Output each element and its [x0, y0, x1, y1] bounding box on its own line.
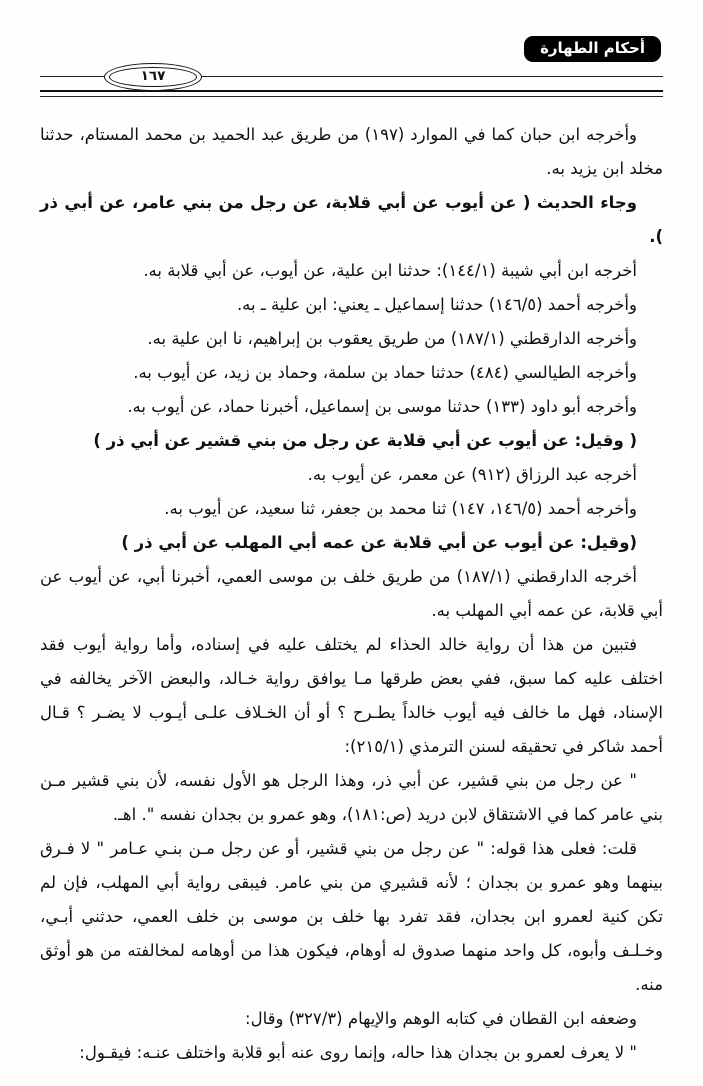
header-rule-thin-bottom: [40, 96, 663, 97]
page-body: [40, 118, 663, 1070]
hadith-chain-heading: وجاء الحديث ( عن أيوب عن أبي قلابة، عن رجل من بني عامر، عن أبي ذر ).: [40, 193, 663, 246]
book-title-badge: أحكام الطهارة: [524, 36, 661, 62]
body-paragraph: وأخرجه ابن حبان كما في الموارد (١٩٧) من طريق عبد الحميد بن محمد المستام، حدثنا مخلد ابن يزيد به.: [40, 125, 663, 178]
body-paragraph: وأخرجه أحمد (١٤٦/٥) حدثنا إسماعيل ـ يعني: ابن علية ـ به.: [236, 295, 637, 314]
body-paragraph: فتبين من هذا أن رواية خالد الحذاء لم يختلف عليه في إسناده، وأما رواية أيوب فقد اختلف عليه كما سبق، ففي بعض طرقها مـا يوافق رواية خـالد، والبعض الآخر يخالفه في الإسناد، فهل ما خالف فيه أيوب خالداً يطـرح ؟ أو أن الخـلاف علـى أيـوب لا يضـر ؟ قـال أحمد شاكر في تحقيقه لسنن الترمذي (٢١٥/١):: [40, 635, 663, 756]
body-paragraph: " لا يعرف لعمرو بن بجدان هذا حاله، وإنما روى عنه أبو قلابة واختلف عنـه: فيقـول:: [79, 1043, 637, 1062]
hadith-chain-heading: (وقيل: عن أيوب عن أبي قلابة عن عمه أبي المهلب عن أبي ذر ): [121, 533, 637, 552]
body-paragraph: وأخرجه الدارقطني (١٨٧/١) من طريق يعقوب بن إبراهيم، نا ابن علية به.: [147, 329, 637, 348]
body-paragraph: وأخرجه أبو داود (١٣٣) حدثنا موسى بن إسماعيل، أخبرنا حماد، عن أيوب به.: [127, 397, 637, 416]
page-number-ornament-inner: [109, 67, 197, 87]
body-paragraph: وأخرجه أحمد (١٤٦/٥، ١٤٧) ثنا محمد بن جعفر، ثنا سعيد، عن أيوب به.: [164, 499, 637, 518]
header-rule-thick: [40, 90, 663, 92]
page-number: ١٦٧: [140, 67, 166, 84]
body-paragraph: " عن رجل من بني قشير، عن أبي ذر، وهذا الرجل هو الأول نفسه، لأن بني قشير مـن بني عامر كما في الاشتقاق لابن دريد (ص:١٨١)، وهو عمرو بن بجدان نفسه ". اهـ.: [40, 771, 663, 824]
body-paragraph: أخرجه ابن أبي شيبة (١٤٤/١): حدثنا ابن علية، عن أيوب، عن أبي قلابة به.: [143, 261, 637, 280]
page-header: [40, 30, 663, 102]
hadith-chain-heading: ( وقيل: عن أيوب عن أبي قلابة عن رجل من بني قشير عن أبي ذر ): [93, 431, 637, 450]
header-rules: [40, 68, 663, 102]
body-paragraph: أخرجه الدارقطني (١٨٧/١) من طريق خلف بن موسى العمي، أخبرنا أبي، عن أيوب عن أبي قلابة، عن عمه أبي المهلب به.: [40, 567, 663, 620]
page-number-ornament: [104, 63, 202, 91]
body-paragraph: قلت: فعلى هذا قوله: " عن رجل من بني قشير، أو عن رجل مـن بنـي عـامر " لا فـرق بينهما وهو عمرو بن بجدان ؛ لأنه قشيري من بني عامر. فيبقى رواية أبي المهلب، فإن لم تكن كنية لعمرو ابن بجدان، فقد تفرد بها خلف بن موسى بن خلف العمي، حدثني أبـي، وخـلـف وأبوه، كل واحد منهما صدوق له أوهام، فيكون هذا من أوهامه لمخالفته من هو أوثق منه.: [40, 839, 663, 994]
body-paragraph: وضعفه ابن القطان في كتابه الوهم والإيهام (٣٢٧/٣) وقال:: [245, 1009, 637, 1028]
body-paragraph: أخرجه عبد الرزاق (٩١٢) عن معمر، عن أيوب به.: [307, 465, 637, 484]
body-paragraph: وأخرجه الطيالسي (٤٨٤) حدثنا حماد بن سلمة، وحماد بن زيد، عن أيوب به.: [133, 363, 637, 382]
